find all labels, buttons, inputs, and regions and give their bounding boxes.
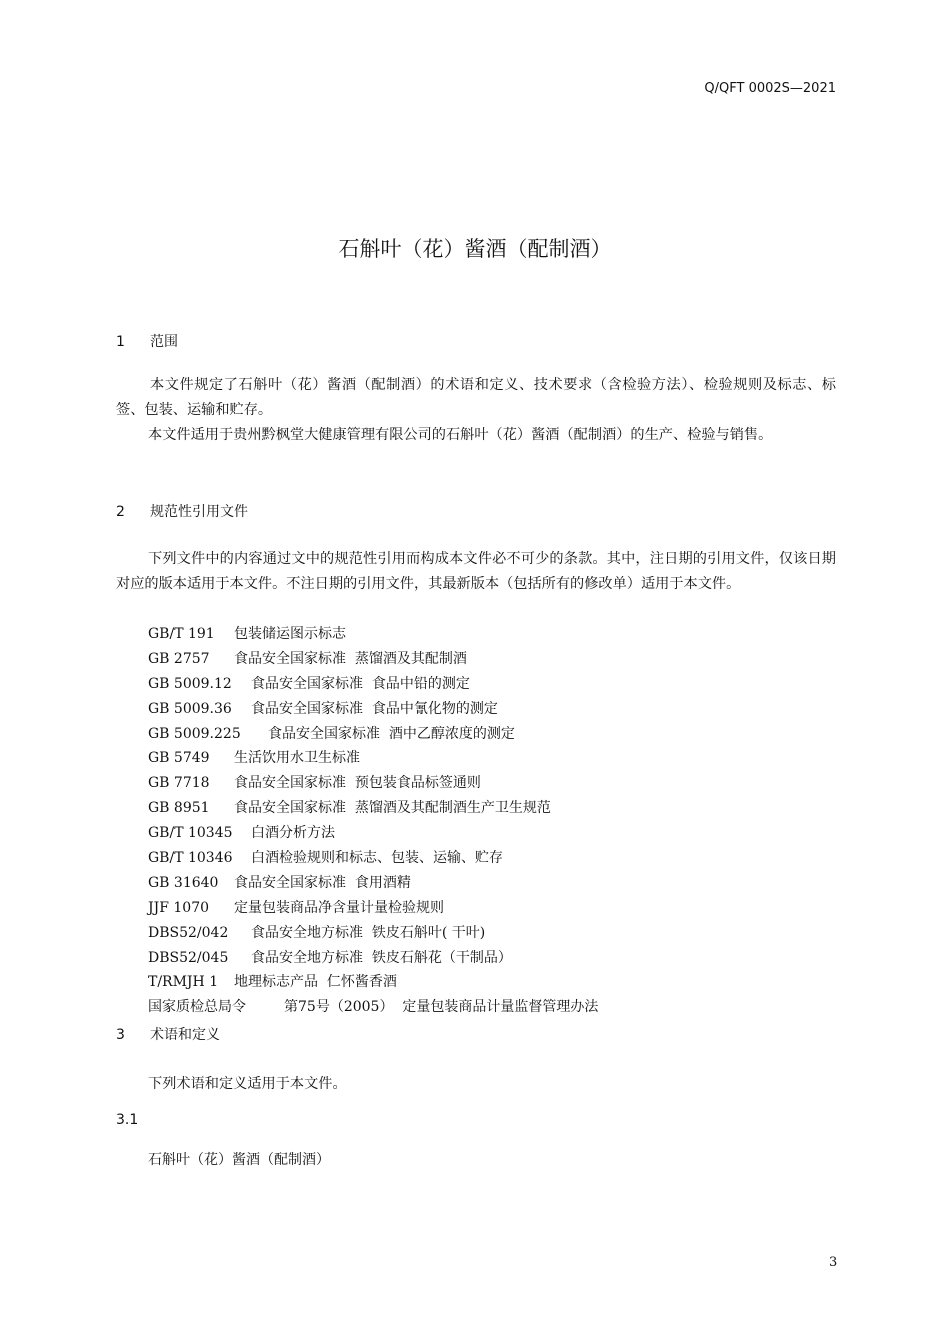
paragraph: 下列文件中的内容通过文中的规范性引用而构成本文件必不可少的条款。其中，注日期的引用文件，仅该日期对应的版本适用于本文件。不注日期的引用文件，其最新版本（包括所有的修改单）适用于本文件。 [116,551,836,592]
reference-item [148,796,598,821]
reference-title: 食品安全国家标准 食品中氰化物的测定 [251,700,498,717]
reference-code: GB 8951 [148,800,210,817]
reference-code: GB/T 10345 [148,825,233,842]
paragraph: 本文件规定了石斛叶（花）酱酒（配制酒）的术语和定义、技术要求（含检验方法）、检验规则及标志、标签、包装、运输和贮存。 [116,377,836,418]
reference-item [148,722,598,747]
reference-code: GB 5009.225 [148,725,241,742]
page-number: 3 [829,1255,838,1270]
section-title: 范围 [150,334,178,350]
section-number: 2 [116,504,125,520]
reference-code: GB 5749 [148,750,210,767]
reference-code: GB/T 10346 [148,850,233,867]
reference-code: GB 7718 [148,775,210,792]
reference-title: 包装储运图示标志 [234,626,346,642]
reference-item [148,672,598,697]
section-2-intro [116,547,836,597]
section-number: 3 [116,1027,125,1043]
reference-title: 白酒分析方法 [251,825,335,842]
reference-item [148,846,598,871]
reference-item [148,647,598,672]
reference-item [148,970,598,995]
reference-title: 食品安全国家标准 食用酒精 [234,874,411,891]
reference-item [148,746,598,771]
section-3-heading [116,1024,220,1044]
page-title: 石斛叶（花）酱酒（配制酒） [338,237,612,261]
term-heading: 石斛叶（花）酱酒（配制酒） [148,1152,330,1168]
reference-title: 食品安全国家标准 食品中铅的测定 [251,675,470,692]
reference-item [148,697,598,722]
reference-code: GB 2757 [148,650,210,667]
reference-title: 地理标志产品 仁怀酱香酒 [234,974,397,991]
reference-item [148,622,598,647]
document-id: Q/QFT 0002S—2021 [704,81,836,96]
reference-title: 定量包装商品净含量计量检验规则 [234,899,444,916]
reference-title: 生活饮用水卫生标准 [234,750,360,767]
paragraph: 本文件适用于贵州黔枫堂大健康管理有限公司的石斛叶（花）酱酒（配制酒）的生产、检验与销售。 [148,427,773,443]
section-number: 1 [116,334,125,350]
section-title: 规范性引用文件 [150,504,248,520]
reference-item [148,871,598,896]
reference-code: 国家质检总局令 [148,999,246,1016]
reference-code: T/RMJH 1 [148,974,219,991]
reference-title: 食品安全地方标准 铁皮石斛花（干制品） [251,949,512,966]
reference-code: GB 5009.12 [148,675,232,692]
reference-item [148,946,598,971]
reference-title: 食品安全国家标准 蒸馏酒及其配制酒生产卫生规范 [234,800,551,817]
reference-title: 食品安全国家标准 蒸馏酒及其配制酒 [234,650,467,667]
reference-item [148,821,598,846]
reference-title: 第75号（2005） 定量包装商品计量监督管理办法 [284,999,599,1016]
reference-title: 食品安全国家标准 预包装食品标签通则 [234,775,481,792]
reference-code: JJF 1070 [148,899,210,916]
reference-title: 白酒检验规则和标志、包装、运输、贮存 [251,850,503,867]
reference-item [148,921,598,946]
section-1-heading [116,331,178,351]
subsection-number: 3.1 [116,1112,139,1128]
section-2-heading [116,501,248,521]
reference-code: DBS52/042 [148,924,229,941]
reference-item [148,995,598,1020]
reference-list [148,622,598,1020]
reference-item [148,896,598,921]
reference-title: 食品安全地方标准 铁皮石斛叶( 干叶) [251,924,486,941]
reference-code: GB 31640 [148,874,219,891]
reference-code: GB/T 191 [148,626,215,642]
reference-item [148,771,598,796]
section-3-intro: 下列术语和定义适用于本文件。 [148,1076,347,1092]
section-title: 术语和定义 [150,1027,220,1043]
reference-title: 食品安全国家标准 酒中乙醇浓度的测定 [268,725,515,742]
section-1-body [116,373,836,448]
reference-code: DBS52/045 [148,949,229,966]
reference-code: GB 5009.36 [148,700,232,717]
